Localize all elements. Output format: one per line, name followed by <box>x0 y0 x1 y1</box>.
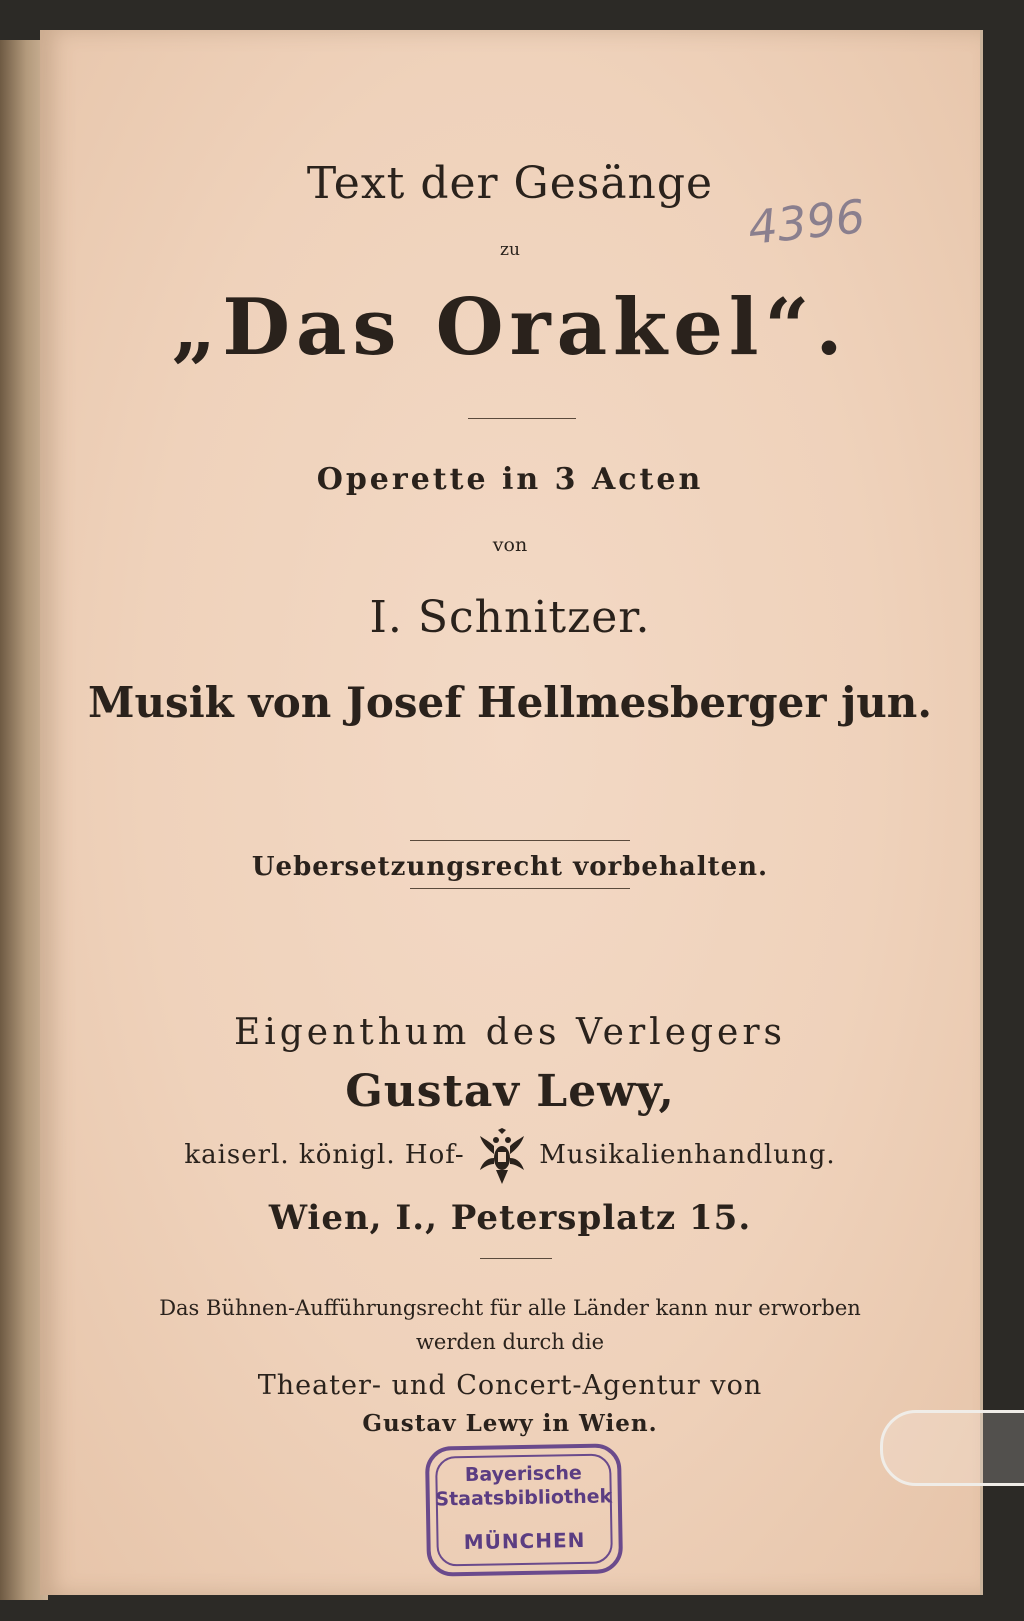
notice-line-3: Theater- und Concert-Agentur von <box>257 1370 763 1401</box>
notice-line-1: Das Bühnen-Aufführungsrecht für alle Länder kann nur erworben <box>159 1296 861 1320</box>
publisher-line-1: Eigenthum des Verlegers <box>233 1012 787 1053</box>
divider-rule-3 <box>410 888 630 889</box>
divider-rule-2 <box>410 840 630 841</box>
divider-rule-1 <box>468 418 576 419</box>
publisher-name: Gustav Lewy, <box>345 1066 675 1117</box>
library-stamp <box>425 1443 623 1576</box>
rights-notice: Uebersetzungsrecht vorbehalten. <box>251 852 769 882</box>
handwritten-shelf-number: 4396 <box>745 189 868 255</box>
main-title: „Das Orakel“. <box>171 282 849 373</box>
von-text: von <box>492 534 528 556</box>
title-line-1: Text der Gesänge <box>306 158 714 209</box>
title-page <box>40 30 983 1595</box>
stamp-line-1: Bayerische <box>464 1461 582 1487</box>
publisher-title-left: kaiserl. königl. Hof- <box>184 1140 465 1170</box>
publisher-title-row <box>40 1128 980 1184</box>
divider-rule-4 <box>480 1258 552 1259</box>
imperial-eagle-icon <box>480 1128 524 1184</box>
stamp-line-2: Staatsbibliothek <box>435 1485 613 1511</box>
stamp-line-3: MÜNCHEN <box>463 1527 586 1555</box>
subtitle: Operette in 3 Acten <box>316 462 704 497</box>
publisher-address: Wien, I., Petersplatz 15. <box>268 1198 752 1238</box>
publisher-title-right: Musikalienhandlung. <box>539 1140 836 1170</box>
notice-line-2: werden durch die <box>415 1330 605 1354</box>
music-credit: Musik von Josef Hellmesberger jun. <box>88 678 932 727</box>
notice-line-4: Gustav Lewy in Wien. <box>362 1410 658 1437</box>
title-line-2: zu <box>500 240 520 260</box>
author-name: I. Schnitzer. <box>369 592 651 643</box>
